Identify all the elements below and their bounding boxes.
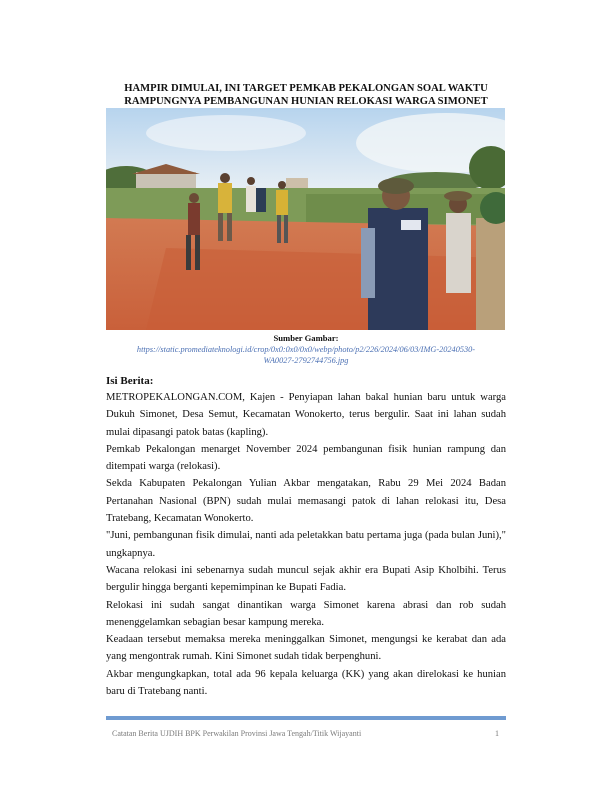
image-caption-label: Sumber Gambar: <box>273 333 339 343</box>
paragraph: Keadaan tersebut memaksa mereka meninggalkan Simonet, mengungsi ke kerabat dan ada yang mengontrak rumah. Kini Simonet sudah tidak berpenghuni. <box>106 634 506 663</box>
news-photo <box>106 108 505 330</box>
article-title-line-2: RAMPUNGNYA PEMBANGUNAN HUNIAN RELOKASI WARGA SIMONET <box>124 96 488 107</box>
page-number: 1 <box>495 729 499 738</box>
footer-divider <box>106 716 506 720</box>
paragraph: Wacana relokasi ini sebenarnya sudah muncul sejak akhir era Bupati Asip Kholbihi. Terus bergulir hingga berganti kepemimpinan ke Bupati Fadia. <box>106 564 506 594</box>
paragraph: Relokasi ini sudah sangat dinantikan warga Simonet karena abrasi dan rob sudah menenggelamkan sebagian besar kampung mereka. <box>106 599 506 628</box>
paragraph: Sekda Kabupaten Pekalongan Yulian Akbar mengatakan, Rabu 29 Mei 2024 Badan Pertanahan Nasional (BPN) sudah mulai memasangi patok di lahan relokasi itu, Desa Tratebang, Kecamatan Wonokerto. <box>106 478 506 525</box>
paragraph: Akbar mengungkapkan, total ada 96 kepala keluarga (KK) yang akan direlokasi ke hunian baru di Tratebang nanti. <box>106 668 506 698</box>
image-source-line-1: https://static.promediateknologi.id/crop/0x0:0x0/0x0/webp/photo/p2/226/2024/06/03/IMG-20240530- <box>136 345 476 354</box>
paragraph: Pemkab Pekalongan menarget November 2024 pembangunan fisik hunian rampung dan ditempati warga (relokasi). <box>106 443 506 473</box>
article-body <box>106 389 506 700</box>
paragraph: METROPEKALONGAN.COM, Kajen - Penyiapan lahan bakal hunian baru untuk warga Dukuh Simonet, Desa Semut, Kecamatan Wonokerto, terus bergulir. Saat ini lahan sudah mulai dipasangi patok batas (kapling). <box>106 392 506 438</box>
article-title-line-1: HAMPIR DIMULAI, INI TARGET PEMKAB PEKALONGAN SOAL WAKTU <box>124 83 488 94</box>
paragraph: "Juni, pembangunan fisik dimulai, nanti ada peletakkan batu pertama juga (pada bulan Juni)," ungkapnya. <box>106 530 506 559</box>
image-source-link[interactable] <box>110 344 502 366</box>
image-source-line-2: WA0027-2792744756.jpg <box>263 356 349 365</box>
article-title <box>106 82 506 108</box>
section-label: Isi Berita: <box>106 375 154 387</box>
footer-text: Catatan Berita UJDIH BPK Perwakilan Provinsi Jawa Tengah/Titik Wijayanti <box>112 729 362 738</box>
